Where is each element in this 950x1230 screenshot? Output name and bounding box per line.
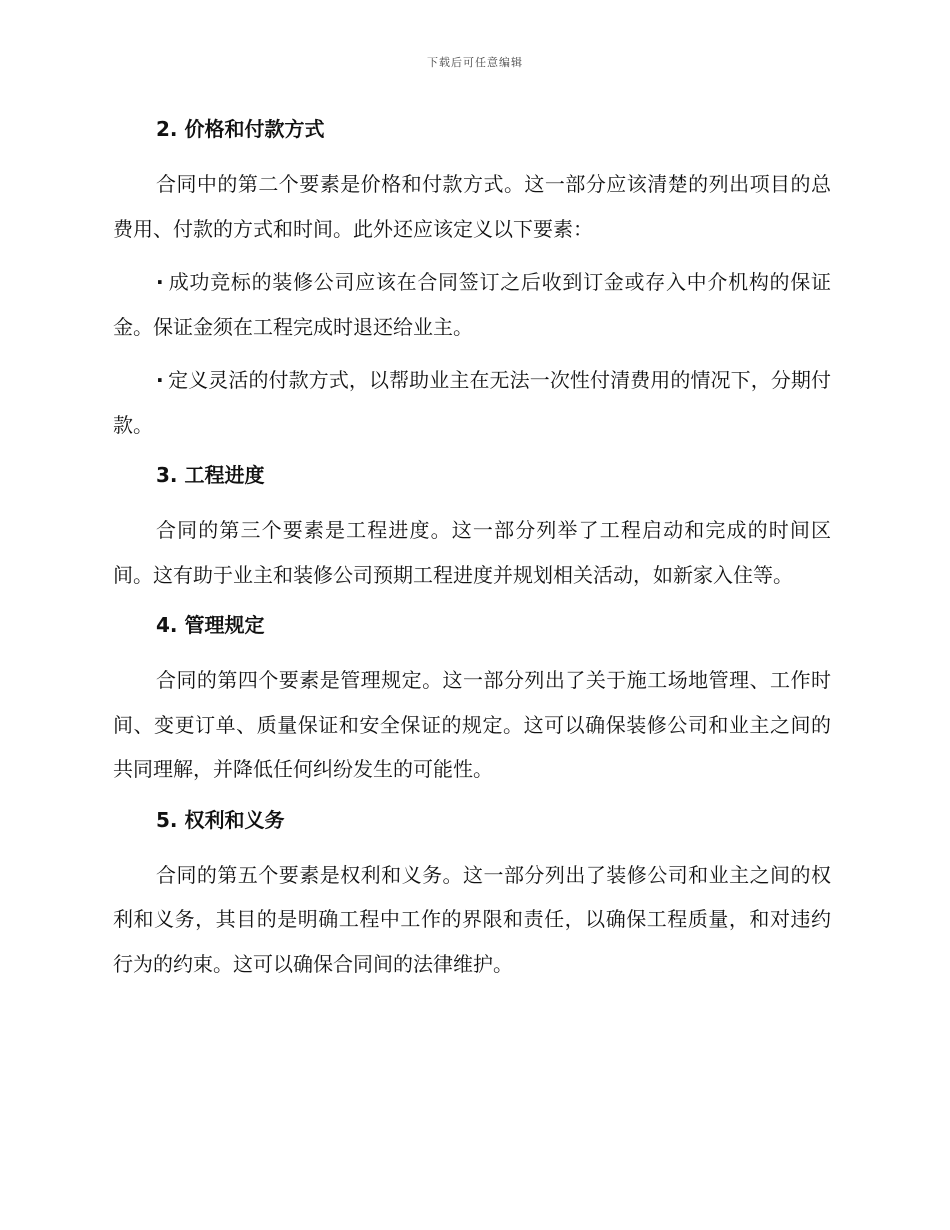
section-heading-price-payment: 2. 价格和付款方式 (156, 117, 325, 141)
section-paragraph-price-payment: 合同中的第二个要素是价格和付款方式。这一部分应该清楚的列出项目的总费用、付款的方式和时间。此外还应该定义以下要素： (113, 172, 831, 241)
document-body (113, 110, 831, 995)
bullet-text: 定义灵活的付款方式，以帮助业主在无法一次性付清费用的情况下，分期付款。 (113, 368, 831, 437)
bullet-item-deposit (113, 260, 831, 349)
bullet-item-installment (113, 358, 831, 447)
section-heading-rights-obligations: 5. 权利和义务 (156, 807, 285, 832)
page-header: 下载后可任意编辑 (427, 56, 523, 69)
bullet-text: 成功竞标的装修公司应该在合同签订之后收到订金或存入中介机构的保证金。保证金须在工程完成时退还给业主。 (113, 270, 831, 339)
bullet-mark: · (156, 368, 164, 392)
section-heading-schedule: 3. 工程进度 (156, 463, 265, 487)
bullet-mark: · (156, 270, 164, 294)
section-paragraph-schedule: 合同的第三个要素是工程进度。这一部分列举了工程启动和完成的时间区间。这有助于业主和装修公司预期工程进度并规划相关活动，如新家入住等。 (113, 518, 831, 587)
section-heading-regulations: 4. 管理规定 (156, 613, 265, 637)
section-paragraph-regulations: 合同的第四个要素是管理规定。这一部分列出了关于施工场地管理、工作时间、变更订单、质量保证和安全保证的规定。这可以确保装修公司和业主之间的共同理解，并降低任何纠纷发生的可能性。 (113, 668, 831, 781)
section-paragraph-rights-obligations: 合同的第五个要素是权利和义务。这一部分列出了装修公司和业主之间的权利和义务，其目的是明确工程中工作的界限和责任，以确保工程质量，和对违约行为的约束。这可以确保合同间的法律维护。 (113, 862, 831, 976)
